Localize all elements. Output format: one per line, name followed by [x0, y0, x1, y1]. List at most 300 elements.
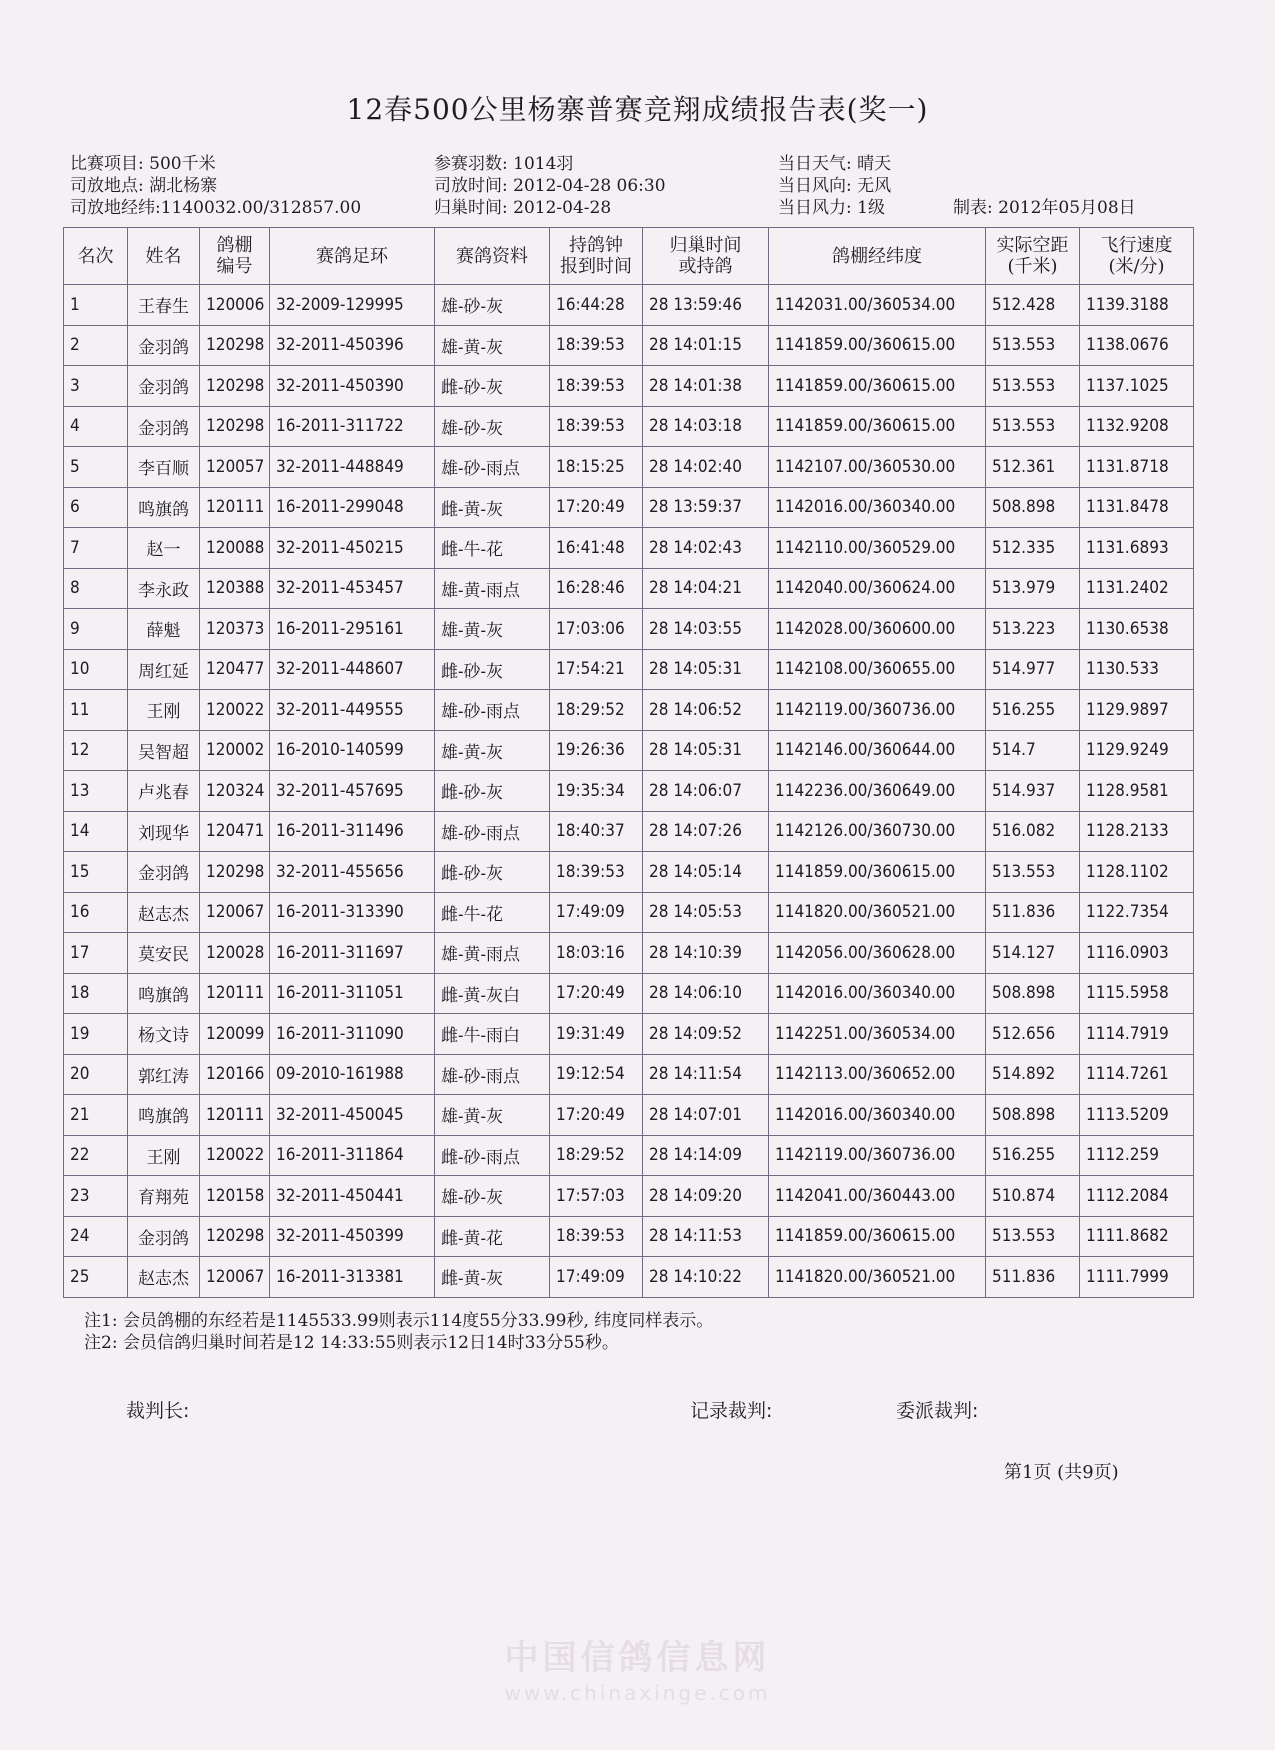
cell-info: 雄-砂-雨点 [435, 811, 550, 852]
cell-ring: 16-2010-140599 [270, 730, 435, 771]
cell-home: 28 14:01:15 [643, 325, 769, 366]
note-2: 注2: 会员信鸽归巢时间若是12 14:33:55则表示12日14时33分55秒。 [84, 1333, 619, 1353]
cell-name: 赵志杰 [128, 1257, 200, 1298]
cell-clock: 19:26:36 [550, 730, 643, 771]
cell-speed: 1128.9581 [1080, 771, 1194, 812]
cell-coord: 1142040.00/360624.00 [769, 568, 986, 609]
release-site-info: 司放地点: 湖北杨寨 [70, 176, 218, 196]
header-ring: 赛鸽足环 [270, 228, 435, 285]
cell-loft: 120298 [200, 366, 270, 407]
cell-loft: 120298 [200, 852, 270, 893]
cell-dist: 513.223 [986, 609, 1080, 650]
cell-rank: 7 [64, 528, 128, 569]
cell-loft: 120298 [200, 406, 270, 447]
cell-coord: 1142016.00/360340.00 [769, 487, 986, 528]
cell-clock: 18:03:16 [550, 933, 643, 974]
table-row [64, 568, 1194, 609]
cell-home: 28 14:14:09 [643, 1135, 769, 1176]
cell-rank: 12 [64, 730, 128, 771]
cell-ring: 16-2011-311496 [270, 811, 435, 852]
cell-clock: 18:39:53 [550, 325, 643, 366]
cell-name: 卢兆春 [128, 771, 200, 812]
table-row [64, 447, 1194, 488]
cell-loft: 120067 [200, 1257, 270, 1298]
table-header-row [64, 228, 1194, 285]
header-speed-line1: 飞行速度 [1100, 235, 1173, 256]
cell-clock: 17:49:09 [550, 1257, 643, 1298]
cell-info: 雄-黄-灰 [435, 609, 550, 650]
cell-coord: 1141859.00/360615.00 [769, 366, 986, 407]
header-name: 姓名 [128, 228, 200, 285]
cell-coord: 1142016.00/360340.00 [769, 973, 986, 1014]
cell-dist: 508.898 [986, 1095, 1080, 1136]
cell-coord: 1142016.00/360340.00 [769, 1095, 986, 1136]
cell-dist: 513.553 [986, 325, 1080, 366]
cell-dist: 513.553 [986, 1216, 1080, 1257]
cell-home: 28 14:06:52 [643, 690, 769, 731]
cell-name: 育翔苑 [128, 1176, 200, 1217]
cell-rank: 21 [64, 1095, 128, 1136]
weather-info: 当日天气: 晴天 [778, 154, 892, 174]
cell-info: 雌-黄-花 [435, 1216, 550, 1257]
event-info: 比赛项目: 500千米 [70, 154, 216, 174]
table-row [64, 366, 1194, 407]
cell-home: 28 14:07:26 [643, 811, 769, 852]
cell-rank: 8 [64, 568, 128, 609]
cell-coord: 1142056.00/360628.00 [769, 933, 986, 974]
cell-name: 赵志杰 [128, 892, 200, 933]
header-speed-line2: (米/分) [1108, 256, 1165, 277]
cell-ring: 32-2011-453457 [270, 568, 435, 609]
cell-ring: 32-2011-448849 [270, 447, 435, 488]
cell-coord: 1142028.00/360600.00 [769, 609, 986, 650]
cell-coord: 1142126.00/360730.00 [769, 811, 986, 852]
page-number: 第1页 (共9页) [1004, 1462, 1119, 1483]
entries-info: 参赛羽数: 1014羽 [434, 154, 574, 174]
cell-ring: 32-2011-455656 [270, 852, 435, 893]
cell-speed: 1114.7919 [1080, 1014, 1194, 1055]
cell-ring: 32-2011-457695 [270, 771, 435, 812]
cell-home: 28 14:06:10 [643, 973, 769, 1014]
header-dist [986, 228, 1080, 285]
cell-ring: 16-2011-311722 [270, 406, 435, 447]
cell-info: 雌-黄-灰 [435, 1257, 550, 1298]
cell-loft: 120006 [200, 285, 270, 326]
cell-info: 雌-牛-花 [435, 892, 550, 933]
cell-dist: 512.335 [986, 528, 1080, 569]
cell-dist: 514.127 [986, 933, 1080, 974]
cell-dist: 516.082 [986, 811, 1080, 852]
cell-clock: 19:35:34 [550, 771, 643, 812]
cell-clock: 18:15:25 [550, 447, 643, 488]
delegate-judge-label: 委派裁判: [896, 1400, 979, 1422]
cell-info: 雌-砂-灰 [435, 771, 550, 812]
cell-loft: 120111 [200, 487, 270, 528]
watermark-cn: 中国信鸽信息网 [504, 1638, 771, 1678]
cell-info: 雄-砂-灰 [435, 285, 550, 326]
cell-rank: 17 [64, 933, 128, 974]
cell-ring: 16-2011-311864 [270, 1135, 435, 1176]
header-loft [200, 228, 270, 285]
cell-ring: 16-2011-311090 [270, 1014, 435, 1055]
table-row [64, 811, 1194, 852]
cell-home: 28 14:01:38 [643, 366, 769, 407]
cell-speed: 1112.259 [1080, 1135, 1194, 1176]
cell-rank: 24 [64, 1216, 128, 1257]
cell-ring: 16-2011-311051 [270, 973, 435, 1014]
cell-coord: 1142107.00/360530.00 [769, 447, 986, 488]
cell-name: 吴智超 [128, 730, 200, 771]
cell-speed: 1138.0676 [1080, 325, 1194, 366]
table-row [64, 528, 1194, 569]
cell-info: 雄-黄-灰 [435, 1095, 550, 1136]
cell-home: 28 14:07:01 [643, 1095, 769, 1136]
header-home [643, 228, 769, 285]
table-row [64, 852, 1194, 893]
cell-ring: 32-2011-450215 [270, 528, 435, 569]
cell-clock: 18:39:53 [550, 406, 643, 447]
cell-speed: 1111.8682 [1080, 1216, 1194, 1257]
cell-loft: 120298 [200, 325, 270, 366]
cell-rank: 15 [64, 852, 128, 893]
cell-name: 鸣旗鸽 [128, 973, 200, 1014]
cell-name: 鸣旗鸽 [128, 1095, 200, 1136]
cell-name: 王刚 [128, 690, 200, 731]
cell-ring: 32-2011-450045 [270, 1095, 435, 1136]
cell-speed: 1130.533 [1080, 649, 1194, 690]
cell-clock: 18:29:52 [550, 690, 643, 731]
cell-dist: 512.361 [986, 447, 1080, 488]
cell-info: 雄-砂-雨点 [435, 447, 550, 488]
cell-info: 雄-砂-雨点 [435, 1054, 550, 1095]
cell-coord: 1142236.00/360649.00 [769, 771, 986, 812]
cell-name: 刘现华 [128, 811, 200, 852]
cell-coord: 1141859.00/360615.00 [769, 852, 986, 893]
cell-dist: 514.7 [986, 730, 1080, 771]
cell-clock: 17:57:03 [550, 1176, 643, 1217]
cell-coord: 1142110.00/360529.00 [769, 528, 986, 569]
cell-coord: 1142251.00/360534.00 [769, 1014, 986, 1055]
cell-loft: 120022 [200, 1135, 270, 1176]
cell-rank: 20 [64, 1054, 128, 1095]
table-row [64, 973, 1194, 1014]
cell-speed: 1131.8478 [1080, 487, 1194, 528]
cell-clock: 18:39:53 [550, 366, 643, 407]
cell-rank: 6 [64, 487, 128, 528]
cell-dist: 516.255 [986, 690, 1080, 731]
cell-coord: 1142031.00/360534.00 [769, 285, 986, 326]
table-row [64, 1095, 1194, 1136]
cell-speed: 1131.6893 [1080, 528, 1194, 569]
cell-name: 王刚 [128, 1135, 200, 1176]
cell-rank: 3 [64, 366, 128, 407]
cell-name: 李百顺 [128, 447, 200, 488]
cell-home: 28 14:03:55 [643, 609, 769, 650]
cell-clock: 18:29:52 [550, 1135, 643, 1176]
cell-rank: 13 [64, 771, 128, 812]
cell-loft: 120388 [200, 568, 270, 609]
cell-rank: 23 [64, 1176, 128, 1217]
cell-dist: 513.979 [986, 568, 1080, 609]
watermark-url: www.chinaxinge.com [504, 1681, 771, 1705]
cell-loft: 120471 [200, 811, 270, 852]
cell-ring: 09-2010-161988 [270, 1054, 435, 1095]
cell-ring: 16-2011-313381 [270, 1257, 435, 1298]
cell-rank: 11 [64, 690, 128, 731]
header-dist-line1: 实际空距 [996, 235, 1069, 256]
cell-speed: 1137.1025 [1080, 366, 1194, 407]
cell-clock: 17:49:09 [550, 892, 643, 933]
cell-rank: 22 [64, 1135, 128, 1176]
cell-dist: 512.428 [986, 285, 1080, 326]
cell-info: 雌-砂-灰 [435, 649, 550, 690]
cell-name: 赵一 [128, 528, 200, 569]
results-table [63, 227, 1194, 1298]
cell-coord: 1142113.00/360652.00 [769, 1054, 986, 1095]
cell-ring: 16-2011-295161 [270, 609, 435, 650]
cell-dist: 514.892 [986, 1054, 1080, 1095]
cell-ring: 32-2009-129995 [270, 285, 435, 326]
header-speed [1080, 228, 1194, 285]
cell-info: 雌-黄-灰白 [435, 973, 550, 1014]
wind-direction-info: 当日风向: 无风 [778, 176, 892, 196]
cell-rank: 16 [64, 892, 128, 933]
cell-rank: 10 [64, 649, 128, 690]
cell-speed: 1128.2133 [1080, 811, 1194, 852]
header-clock-line2: 报到时间 [560, 256, 632, 277]
cell-ring: 32-2011-450390 [270, 366, 435, 407]
cell-info: 雄-黄-雨点 [435, 933, 550, 974]
table-row [64, 1054, 1194, 1095]
cell-home: 28 14:06:07 [643, 771, 769, 812]
cell-home: 28 14:10:39 [643, 933, 769, 974]
cell-home: 28 14:05:31 [643, 730, 769, 771]
cell-rank: 5 [64, 447, 128, 488]
cell-coord: 1142146.00/360644.00 [769, 730, 986, 771]
note-1: 注1: 会员鸽棚的东经若是1145533.99则表示114度55分33.99秒, 纬度同样表示。 [84, 1311, 714, 1331]
table-row [64, 1257, 1194, 1298]
cell-rank: 18 [64, 973, 128, 1014]
cell-loft: 120298 [200, 1216, 270, 1257]
cell-name: 金羽鸽 [128, 406, 200, 447]
cell-loft: 120111 [200, 1095, 270, 1136]
cell-home: 28 14:11:54 [643, 1054, 769, 1095]
cell-dist: 514.977 [986, 649, 1080, 690]
cell-loft: 120028 [200, 933, 270, 974]
cell-info: 雄-黄-灰 [435, 730, 550, 771]
cell-coord: 1142119.00/360736.00 [769, 1135, 986, 1176]
cell-ring: 32-2011-450396 [270, 325, 435, 366]
header-home-line2: 或持鸽 [678, 256, 733, 277]
cell-loft: 120022 [200, 690, 270, 731]
recorder-judge-label: 记录裁判: [690, 1400, 773, 1422]
cell-dist: 511.836 [986, 1257, 1080, 1298]
table-row [64, 730, 1194, 771]
cell-speed: 1130.6538 [1080, 609, 1194, 650]
cell-loft: 120158 [200, 1176, 270, 1217]
cell-coord: 1142119.00/360736.00 [769, 690, 986, 731]
table-row [64, 487, 1194, 528]
cell-info: 雌-砂-灰 [435, 366, 550, 407]
cell-speed: 1116.0903 [1080, 933, 1194, 974]
cell-home: 28 14:05:53 [643, 892, 769, 933]
cell-speed: 1139.3188 [1080, 285, 1194, 326]
table-row [64, 1135, 1194, 1176]
cell-clock: 16:28:46 [550, 568, 643, 609]
cell-info: 雌-牛-雨白 [435, 1014, 550, 1055]
cell-clock: 17:03:06 [550, 609, 643, 650]
cell-home: 28 14:05:14 [643, 852, 769, 893]
cell-info: 雄-砂-雨点 [435, 690, 550, 731]
cell-ring: 32-2011-450441 [270, 1176, 435, 1217]
table-row [64, 1216, 1194, 1257]
cell-name: 郭红涛 [128, 1054, 200, 1095]
cell-dist: 513.553 [986, 366, 1080, 407]
cell-coord: 1142108.00/360655.00 [769, 649, 986, 690]
table-row [64, 771, 1194, 812]
cell-rank: 25 [64, 1257, 128, 1298]
cell-loft: 120373 [200, 609, 270, 650]
cell-home: 28 14:09:20 [643, 1176, 769, 1217]
cell-home: 28 14:03:18 [643, 406, 769, 447]
cell-ring: 32-2011-449555 [270, 690, 435, 731]
notes [84, 1310, 713, 1354]
cell-info: 雌-砂-灰 [435, 852, 550, 893]
cell-ring: 16-2011-313390 [270, 892, 435, 933]
cell-loft: 120067 [200, 892, 270, 933]
header-info: 赛鸽资料 [435, 228, 550, 285]
cell-home: 28 13:59:37 [643, 487, 769, 528]
header-clock-line1: 持鸽钟 [569, 235, 623, 256]
table-row [64, 1014, 1194, 1055]
cell-loft: 120099 [200, 1014, 270, 1055]
cell-speed: 1112.2084 [1080, 1176, 1194, 1217]
cell-loft: 120111 [200, 973, 270, 1014]
cell-info: 雄-黄-雨点 [435, 568, 550, 609]
cell-loft: 120324 [200, 771, 270, 812]
cell-home: 28 14:05:31 [643, 649, 769, 690]
cell-ring: 32-2011-450399 [270, 1216, 435, 1257]
cell-clock: 17:20:49 [550, 487, 643, 528]
cell-speed: 1115.5958 [1080, 973, 1194, 1014]
cell-clock: 18:39:53 [550, 1216, 643, 1257]
cell-name: 杨文诗 [128, 1014, 200, 1055]
cell-home: 28 14:02:43 [643, 528, 769, 569]
header-rank: 名次 [64, 228, 128, 285]
cell-speed: 1131.8718 [1080, 447, 1194, 488]
table-row [64, 406, 1194, 447]
table-row [64, 933, 1194, 974]
cell-name: 金羽鸽 [128, 1216, 200, 1257]
cell-home: 28 14:02:40 [643, 447, 769, 488]
cell-home: 28 14:10:22 [643, 1257, 769, 1298]
release-time-info: 司放时间: 2012-04-28 06:30 [434, 176, 666, 196]
cell-clock: 17:54:21 [550, 649, 643, 690]
table-row [64, 649, 1194, 690]
cell-rank: 9 [64, 609, 128, 650]
cell-home: 28 14:11:53 [643, 1216, 769, 1257]
cell-speed: 1122.7354 [1080, 892, 1194, 933]
cell-ring: 16-2011-299048 [270, 487, 435, 528]
cell-name: 鸣旗鸽 [128, 487, 200, 528]
cell-rank: 19 [64, 1014, 128, 1055]
table-row [64, 609, 1194, 650]
table-row [64, 892, 1194, 933]
cell-home: 28 14:04:21 [643, 568, 769, 609]
cell-name: 周红延 [128, 649, 200, 690]
table-row [64, 285, 1194, 326]
cell-info: 雌-黄-灰 [435, 487, 550, 528]
cell-dist: 511.836 [986, 892, 1080, 933]
watermark [0, 1630, 1275, 1705]
cell-speed: 1129.9897 [1080, 690, 1194, 731]
cell-dist: 508.898 [986, 973, 1080, 1014]
cell-speed: 1129.9249 [1080, 730, 1194, 771]
cell-info: 雄-砂-灰 [435, 406, 550, 447]
cell-coord: 1141859.00/360615.00 [769, 406, 986, 447]
cell-info: 雌-牛-花 [435, 528, 550, 569]
header-loft-line2: 编号 [216, 256, 253, 277]
return-time-info: 归巢时间: 2012-04-28 [434, 198, 612, 218]
cell-loft: 120002 [200, 730, 270, 771]
header-loft-line1: 鸽棚 [216, 235, 253, 256]
cell-clock: 17:20:49 [550, 973, 643, 1014]
cell-name: 金羽鸽 [128, 366, 200, 407]
cell-name: 莫安民 [128, 933, 200, 974]
header-coord: 鸽棚经纬度 [769, 228, 986, 285]
table-row [64, 690, 1194, 731]
cell-speed: 1113.5209 [1080, 1095, 1194, 1136]
cell-speed: 1111.7999 [1080, 1257, 1194, 1298]
cell-clock: 17:20:49 [550, 1095, 643, 1136]
cell-ring: 16-2011-311697 [270, 933, 435, 974]
header-clock [550, 228, 643, 285]
cell-loft: 120057 [200, 447, 270, 488]
page-title: 12春500公里杨寨普赛竞翔成绩报告表(奖一) [346, 93, 929, 126]
cell-coord: 1141859.00/360615.00 [769, 1216, 986, 1257]
cell-coord: 1142041.00/360443.00 [769, 1176, 986, 1217]
cell-name: 王春生 [128, 285, 200, 326]
cell-dist: 514.937 [986, 771, 1080, 812]
cell-rank: 1 [64, 285, 128, 326]
cell-dist: 512.656 [986, 1014, 1080, 1055]
cell-rank: 14 [64, 811, 128, 852]
cell-loft: 120477 [200, 649, 270, 690]
cell-coord: 1141859.00/360615.00 [769, 325, 986, 366]
cell-home: 28 13:59:46 [643, 285, 769, 326]
cell-clock: 18:39:53 [550, 852, 643, 893]
cell-name: 李永政 [128, 568, 200, 609]
cell-loft: 120088 [200, 528, 270, 569]
cell-clock: 16:44:28 [550, 285, 643, 326]
cell-dist: 508.898 [986, 487, 1080, 528]
table-row [64, 325, 1194, 366]
cell-info: 雄-黄-灰 [435, 325, 550, 366]
header-home-line1: 归巢时间 [669, 235, 742, 256]
results-body [64, 285, 1194, 1298]
cell-name: 金羽鸽 [128, 852, 200, 893]
chief-judge-label: 裁判长: [126, 1400, 190, 1422]
cell-clock: 16:41:48 [550, 528, 643, 569]
cell-clock: 18:40:37 [550, 811, 643, 852]
cell-ring: 32-2011-448607 [270, 649, 435, 690]
cell-name: 薛魁 [128, 609, 200, 650]
cell-dist: 510.874 [986, 1176, 1080, 1217]
cell-rank: 2 [64, 325, 128, 366]
cell-dist: 513.553 [986, 852, 1080, 893]
cell-speed: 1128.1102 [1080, 852, 1194, 893]
cell-speed: 1114.7261 [1080, 1054, 1194, 1095]
